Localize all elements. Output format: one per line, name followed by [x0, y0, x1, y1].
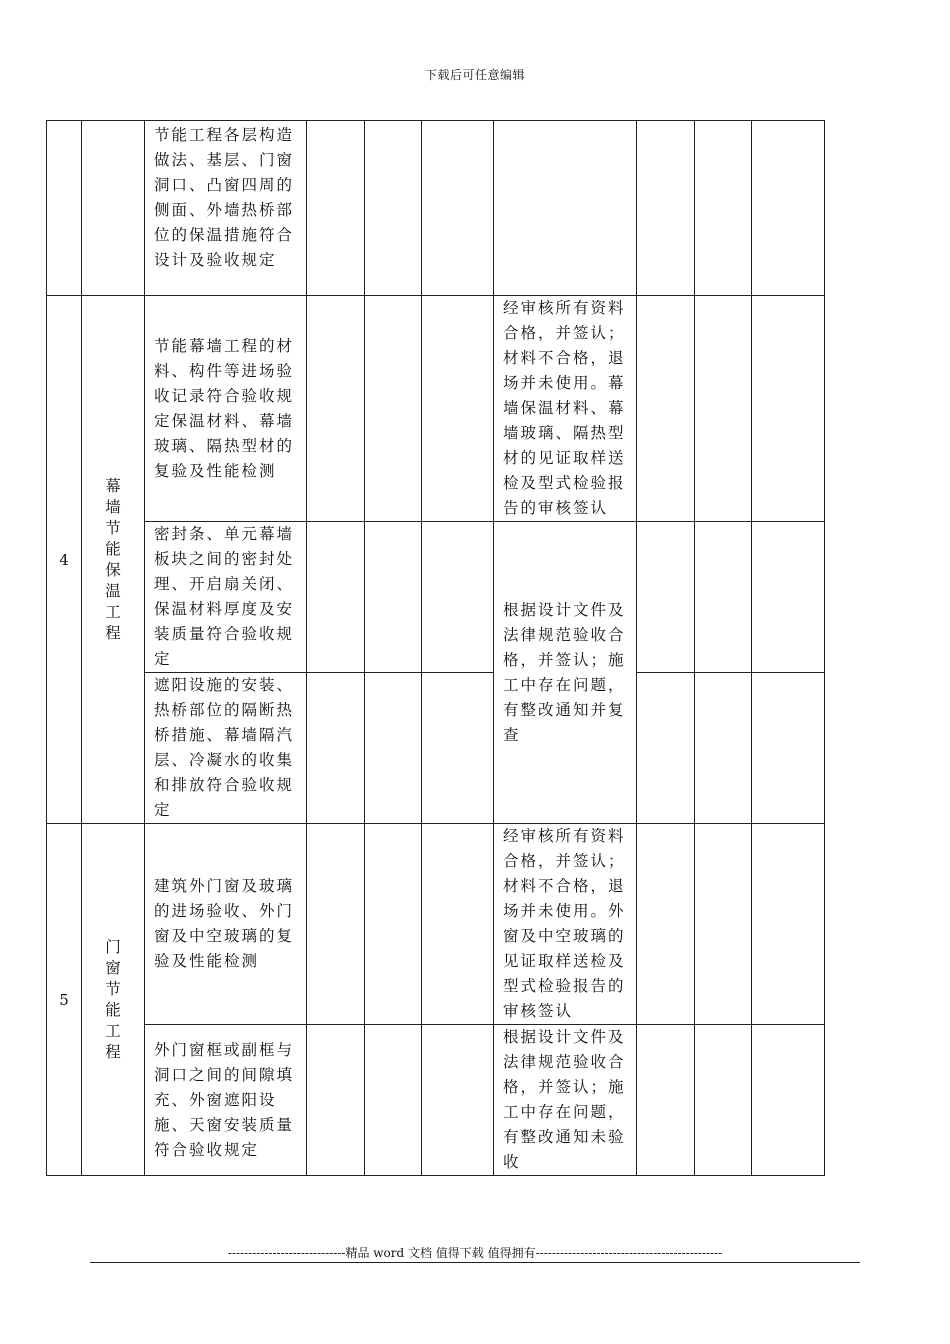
empty-cell: [365, 1025, 422, 1176]
table-row: [47, 121, 825, 296]
table-row: [47, 673, 825, 824]
content-cell: [145, 1025, 307, 1176]
content-cell: [145, 673, 307, 824]
empty-cell: [637, 1025, 695, 1176]
method-text: 根据设计文件及法律规范验收合格，并签认；施工中存在问题，有整改通知未验收: [503, 1028, 626, 1171]
empty-cell: [637, 673, 695, 824]
empty-cell: [422, 121, 494, 296]
method-cell: [494, 121, 637, 296]
empty-cell: [307, 121, 365, 296]
acceptance-table: [46, 120, 825, 1176]
category-cell: [82, 121, 145, 296]
empty-cell: [365, 522, 422, 673]
table-row: [47, 296, 825, 522]
empty-cell: [637, 824, 695, 1025]
table-row: [47, 1025, 825, 1176]
empty-cell: [422, 296, 494, 522]
empty-cell: [695, 296, 752, 522]
method-cell: [494, 296, 637, 522]
row-number: 5: [47, 824, 82, 1176]
empty-cell: [752, 824, 825, 1025]
category-cell: [82, 824, 145, 1176]
footer-rule: [90, 1262, 860, 1263]
header-note: 下载后可任意编辑: [424, 68, 525, 82]
empty-cell: [695, 824, 752, 1025]
content-text: 密封条、单元幕墙板块之间的密封处理、开启扇关闭、保温材料厚度及安装质量符合验收规定: [154, 525, 295, 668]
category-text: 幕墙节能保温工程: [105, 476, 121, 642]
empty-cell: [695, 1025, 752, 1176]
empty-cell: [752, 522, 825, 673]
empty-cell: [307, 824, 365, 1025]
empty-cell: [307, 1025, 365, 1176]
content-cell: [145, 121, 307, 296]
empty-cell: [637, 296, 695, 522]
content-cell: [145, 522, 307, 673]
content-text: 节能幕墙工程的材料、构件等进场验收记录符合验收规定保温材料、幕墙玻璃、隔热型材的复验及性能检测: [154, 336, 295, 480]
row-number: 4: [47, 296, 82, 824]
empty-cell: [365, 824, 422, 1025]
table-row: [47, 522, 825, 673]
empty-cell: [695, 121, 752, 296]
empty-cell: [422, 1025, 494, 1176]
method-cell: [494, 824, 637, 1025]
content-cell: [145, 824, 307, 1025]
empty-cell: [752, 673, 825, 824]
empty-cell: [695, 673, 752, 824]
table-row: [47, 824, 825, 1025]
empty-cell: [752, 296, 825, 522]
empty-cell: [752, 1025, 825, 1176]
method-cell: [494, 1025, 637, 1176]
empty-cell: [695, 522, 752, 673]
method-text: 经审核所有资料合格，并签认；材料不合格，退场并未使用。外窗及中空玻璃的见证取样送检及型式检验报告的审核签认: [503, 827, 626, 1020]
category-text: 门窗节能工程: [105, 937, 121, 1061]
empty-cell: [422, 824, 494, 1025]
empty-cell: [637, 522, 695, 673]
content-text: 建筑外门窗及玻璃的进场验收、外门窗及中空玻璃的复验及性能检测: [154, 877, 295, 970]
content-cell: [145, 296, 307, 522]
empty-cell: [365, 673, 422, 824]
method-text: 根据设计文件及法律规范验收合格，并签认；施工中存在问题，有整改通知并复查: [503, 600, 626, 744]
method-text: 经审核所有资料合格，并签认；材料不合格，退场并未使用。幕墙保温材料、幕墙玻璃、隔热型材的见证取样送检及型式检验报告的审核签认: [503, 299, 626, 517]
empty-cell: [752, 121, 825, 296]
method-cell: [494, 522, 637, 824]
empty-cell: [307, 522, 365, 673]
number-cell: [47, 121, 82, 296]
content-text: 遮阳设施的安装、热桥部位的隔断热桥措施、幕墙隔汽层、冷凝水的收集和排放符合验收规定: [154, 676, 295, 819]
empty-cell: [307, 673, 365, 824]
empty-cell: [307, 296, 365, 522]
empty-cell: [422, 522, 494, 673]
content-text: 外门窗框或副框与洞口之间的间隙填充、外窗遮阳设施、天窗安装质量符合验收规定: [154, 1040, 295, 1159]
empty-cell: [637, 121, 695, 296]
content-text: 节能工程各层构造做法、基层、门窗洞口、凸窗四周的侧面、外墙热桥部位的保温措施符合设计及验收规定: [154, 126, 295, 269]
empty-cell: [422, 673, 494, 824]
empty-cell: [365, 296, 422, 522]
footer-note: -----------------------------精品 word 文档 值得下载 值得拥有----------------------------------------------: [227, 1246, 723, 1260]
empty-cell: [365, 121, 422, 296]
category-cell: [82, 296, 145, 824]
